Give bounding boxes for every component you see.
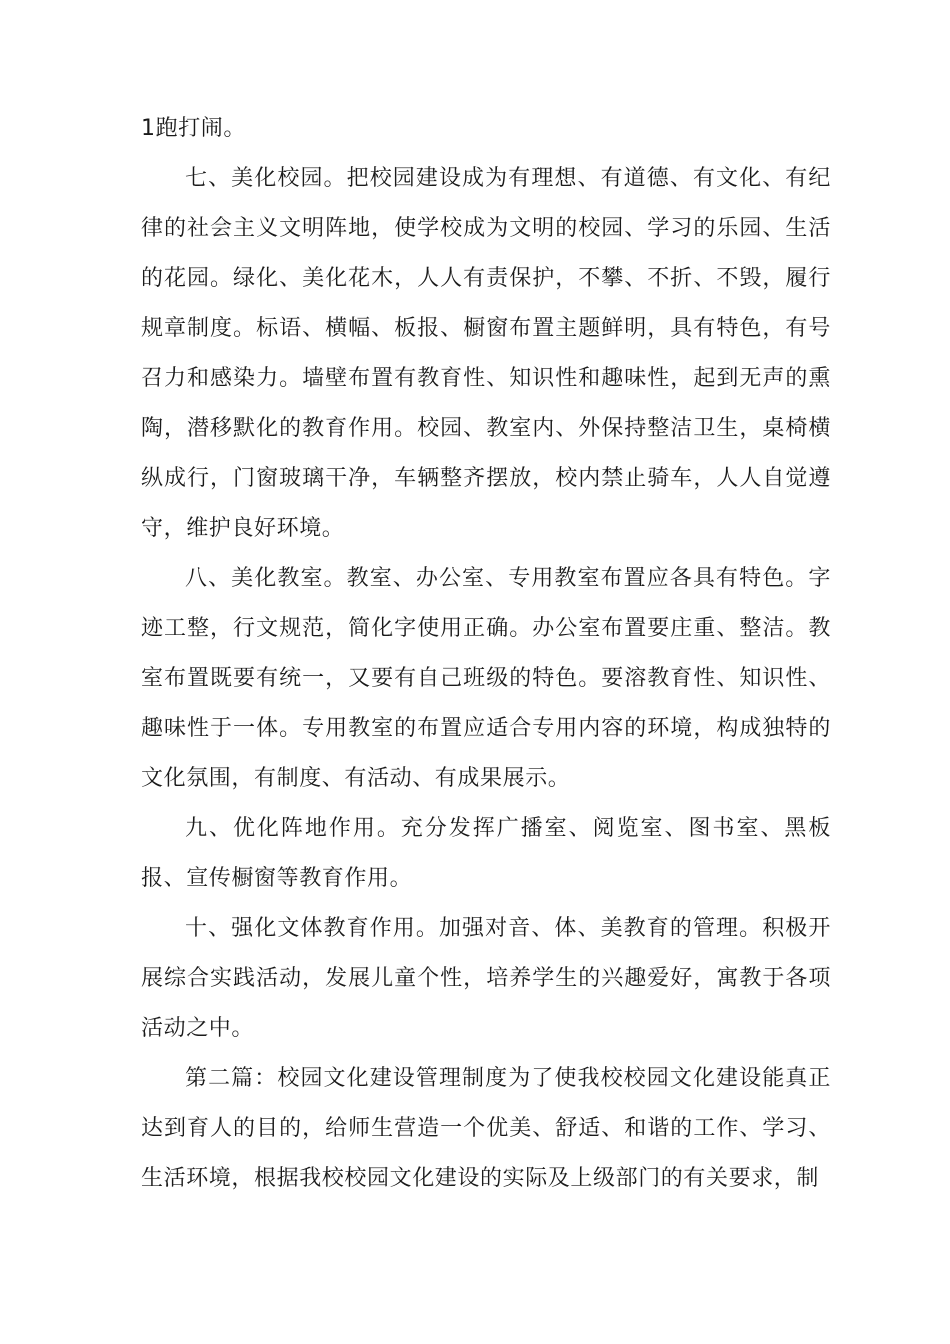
paragraph-continuation: 1跑打闹。 <box>141 116 246 141</box>
document-body <box>141 104 831 1204</box>
paragraph-second-article: 第二篇：校园文化建设管理制度为了使我校校园文化建设能真正达到育人的目的，给师生营造一个优美、舒适、和谐的工作、学习、生活环境，根据我校校园文化建设的实际及上级部门的有关要求，制 <box>141 1066 831 1191</box>
paragraph-strengthen-culture-sports: 十、强化文体教育作用。加强对音、体、美教育的管理。积极开展综合实践活动，发展儿童个性，培养学生的兴趣爱好，寓教于各项活动之中。 <box>141 916 831 1041</box>
paragraph-beautify-campus: 七、美化校园。把校园建设成为有理想、有道德、有文化、有纪律的社会主义文明阵地，使学校成为文明的校园、学习的乐园、生活的花园。绿化、美化花木，人人有责保护，不攀、不折、不毁，履行规章制度。标语、横幅、板报、橱窗布置主题鲜明，具有特色，有号召力和感染力。墙壁布置有教育性、知识性和趣味性，起到无声的熏陶，潜移默化的教育作用。校园、教室内、外保持整洁卫生，桌椅横纵成行，门窗玻璃干净，车辆整齐摆放，校内禁止骑车，人人自觉遵守，维护良好环境。 <box>141 166 831 541</box>
paragraph-optimize-positions: 九、优化阵地作用。充分发挥广播室、阅览室、图书室、黑板报、宣传橱窗等教育作用。 <box>141 816 831 891</box>
paragraph-beautify-classroom: 八、美化教室。教室、办公室、专用教室布置应各具有特色。字迹工整，行文规范，简化字使用正确。办公室布置要庄重、整洁。教室布置既要有统一，又要有自己班级的特色。要溶教育性、知识性、趣味性于一体。专用教室的布置应适合专用内容的环境，构成独特的文化氛围，有制度、有活动、有成果展示。 <box>141 566 831 791</box>
